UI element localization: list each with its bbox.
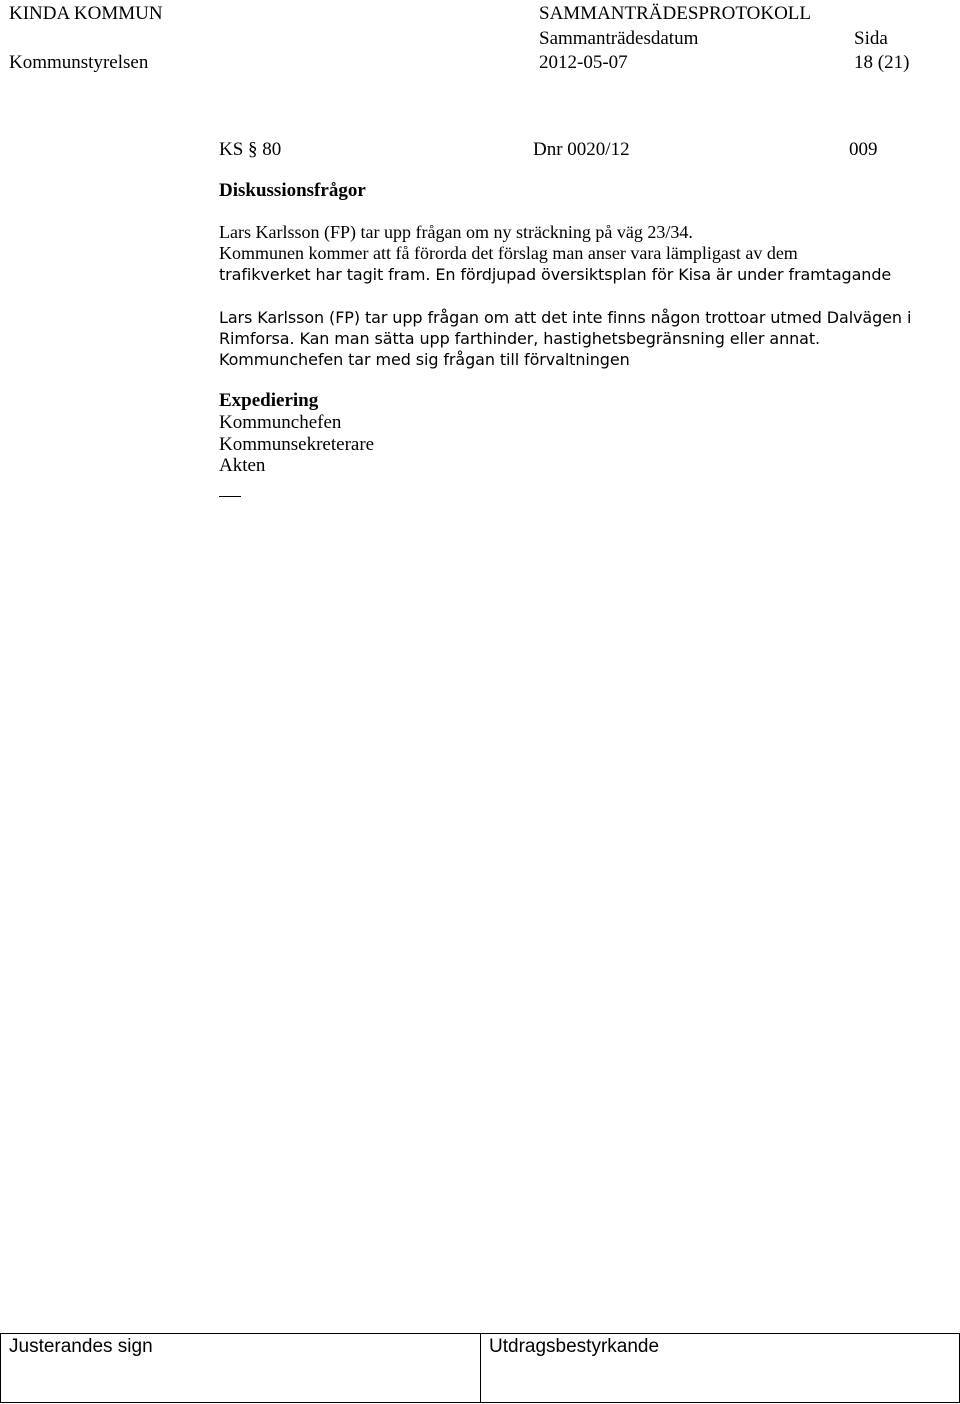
extract-certification-box bbox=[481, 1334, 959, 1402]
document-type: SAMMANTRÄDESPROTOKOLL bbox=[539, 3, 812, 24]
org-name: KINDA KOMMUN bbox=[9, 3, 163, 24]
section-title: Diskussionsfrågor bbox=[219, 180, 366, 201]
recipient-item: Akten bbox=[219, 455, 266, 476]
paragraph-line-start: trafikverket har tagit fram. bbox=[219, 265, 431, 284]
paragraph-line bbox=[219, 264, 939, 285]
meeting-date-label: Sammanträdesdatum bbox=[539, 28, 699, 49]
recipient-item: Kommunsekreterare bbox=[219, 433, 375, 455]
adjuster-sign-box bbox=[1, 1334, 481, 1402]
case-number: KS § 80 bbox=[219, 139, 282, 160]
paragraph-line-rest: En fördjupad översiktsplan för Kisa är under framtagande bbox=[430, 265, 892, 284]
paragraph-line: Lars Karlsson (FP) tar upp frågan om ny sträckning på väg 23/34. bbox=[219, 222, 693, 242]
meeting-date: 2012-05-07 bbox=[539, 52, 628, 73]
page-label: Sida bbox=[854, 28, 888, 49]
signature-footer bbox=[0, 1333, 960, 1403]
end-rule bbox=[219, 496, 241, 497]
committee-name: Kommunstyrelsen bbox=[9, 52, 149, 73]
page-number: 18 (21) bbox=[854, 52, 910, 73]
case-code: 009 bbox=[849, 139, 878, 160]
paragraph-line: Lars Karlsson (FP) tar upp frågan om att det inte finns någon trottoar utmed Dalvägen i bbox=[219, 308, 912, 327]
paragraph-line: Kommunen kommer att få förorda det förslag man anser vara lämpligast av dem bbox=[219, 243, 798, 263]
paragraph-line: Rimforsa. Kan man sätta upp farthinder, hastighetsbegränsning eller annat. bbox=[219, 329, 821, 348]
paragraph-road-route bbox=[219, 222, 939, 285]
paragraph-line: Kommunchefen tar med sig frågan till förvaltningen bbox=[219, 350, 630, 369]
recipient-item: Kommunchefen bbox=[219, 412, 342, 433]
case-dnr: Dnr 0020/12 bbox=[533, 139, 630, 160]
extract-certification-label: Utdragsbestyrkande bbox=[489, 1336, 660, 1357]
adjuster-sign-label: Justerandes sign bbox=[9, 1336, 153, 1357]
expediering-list bbox=[219, 412, 939, 477]
paragraph-sidewalk bbox=[219, 307, 939, 370]
expediering-title: Expediering bbox=[219, 390, 319, 411]
